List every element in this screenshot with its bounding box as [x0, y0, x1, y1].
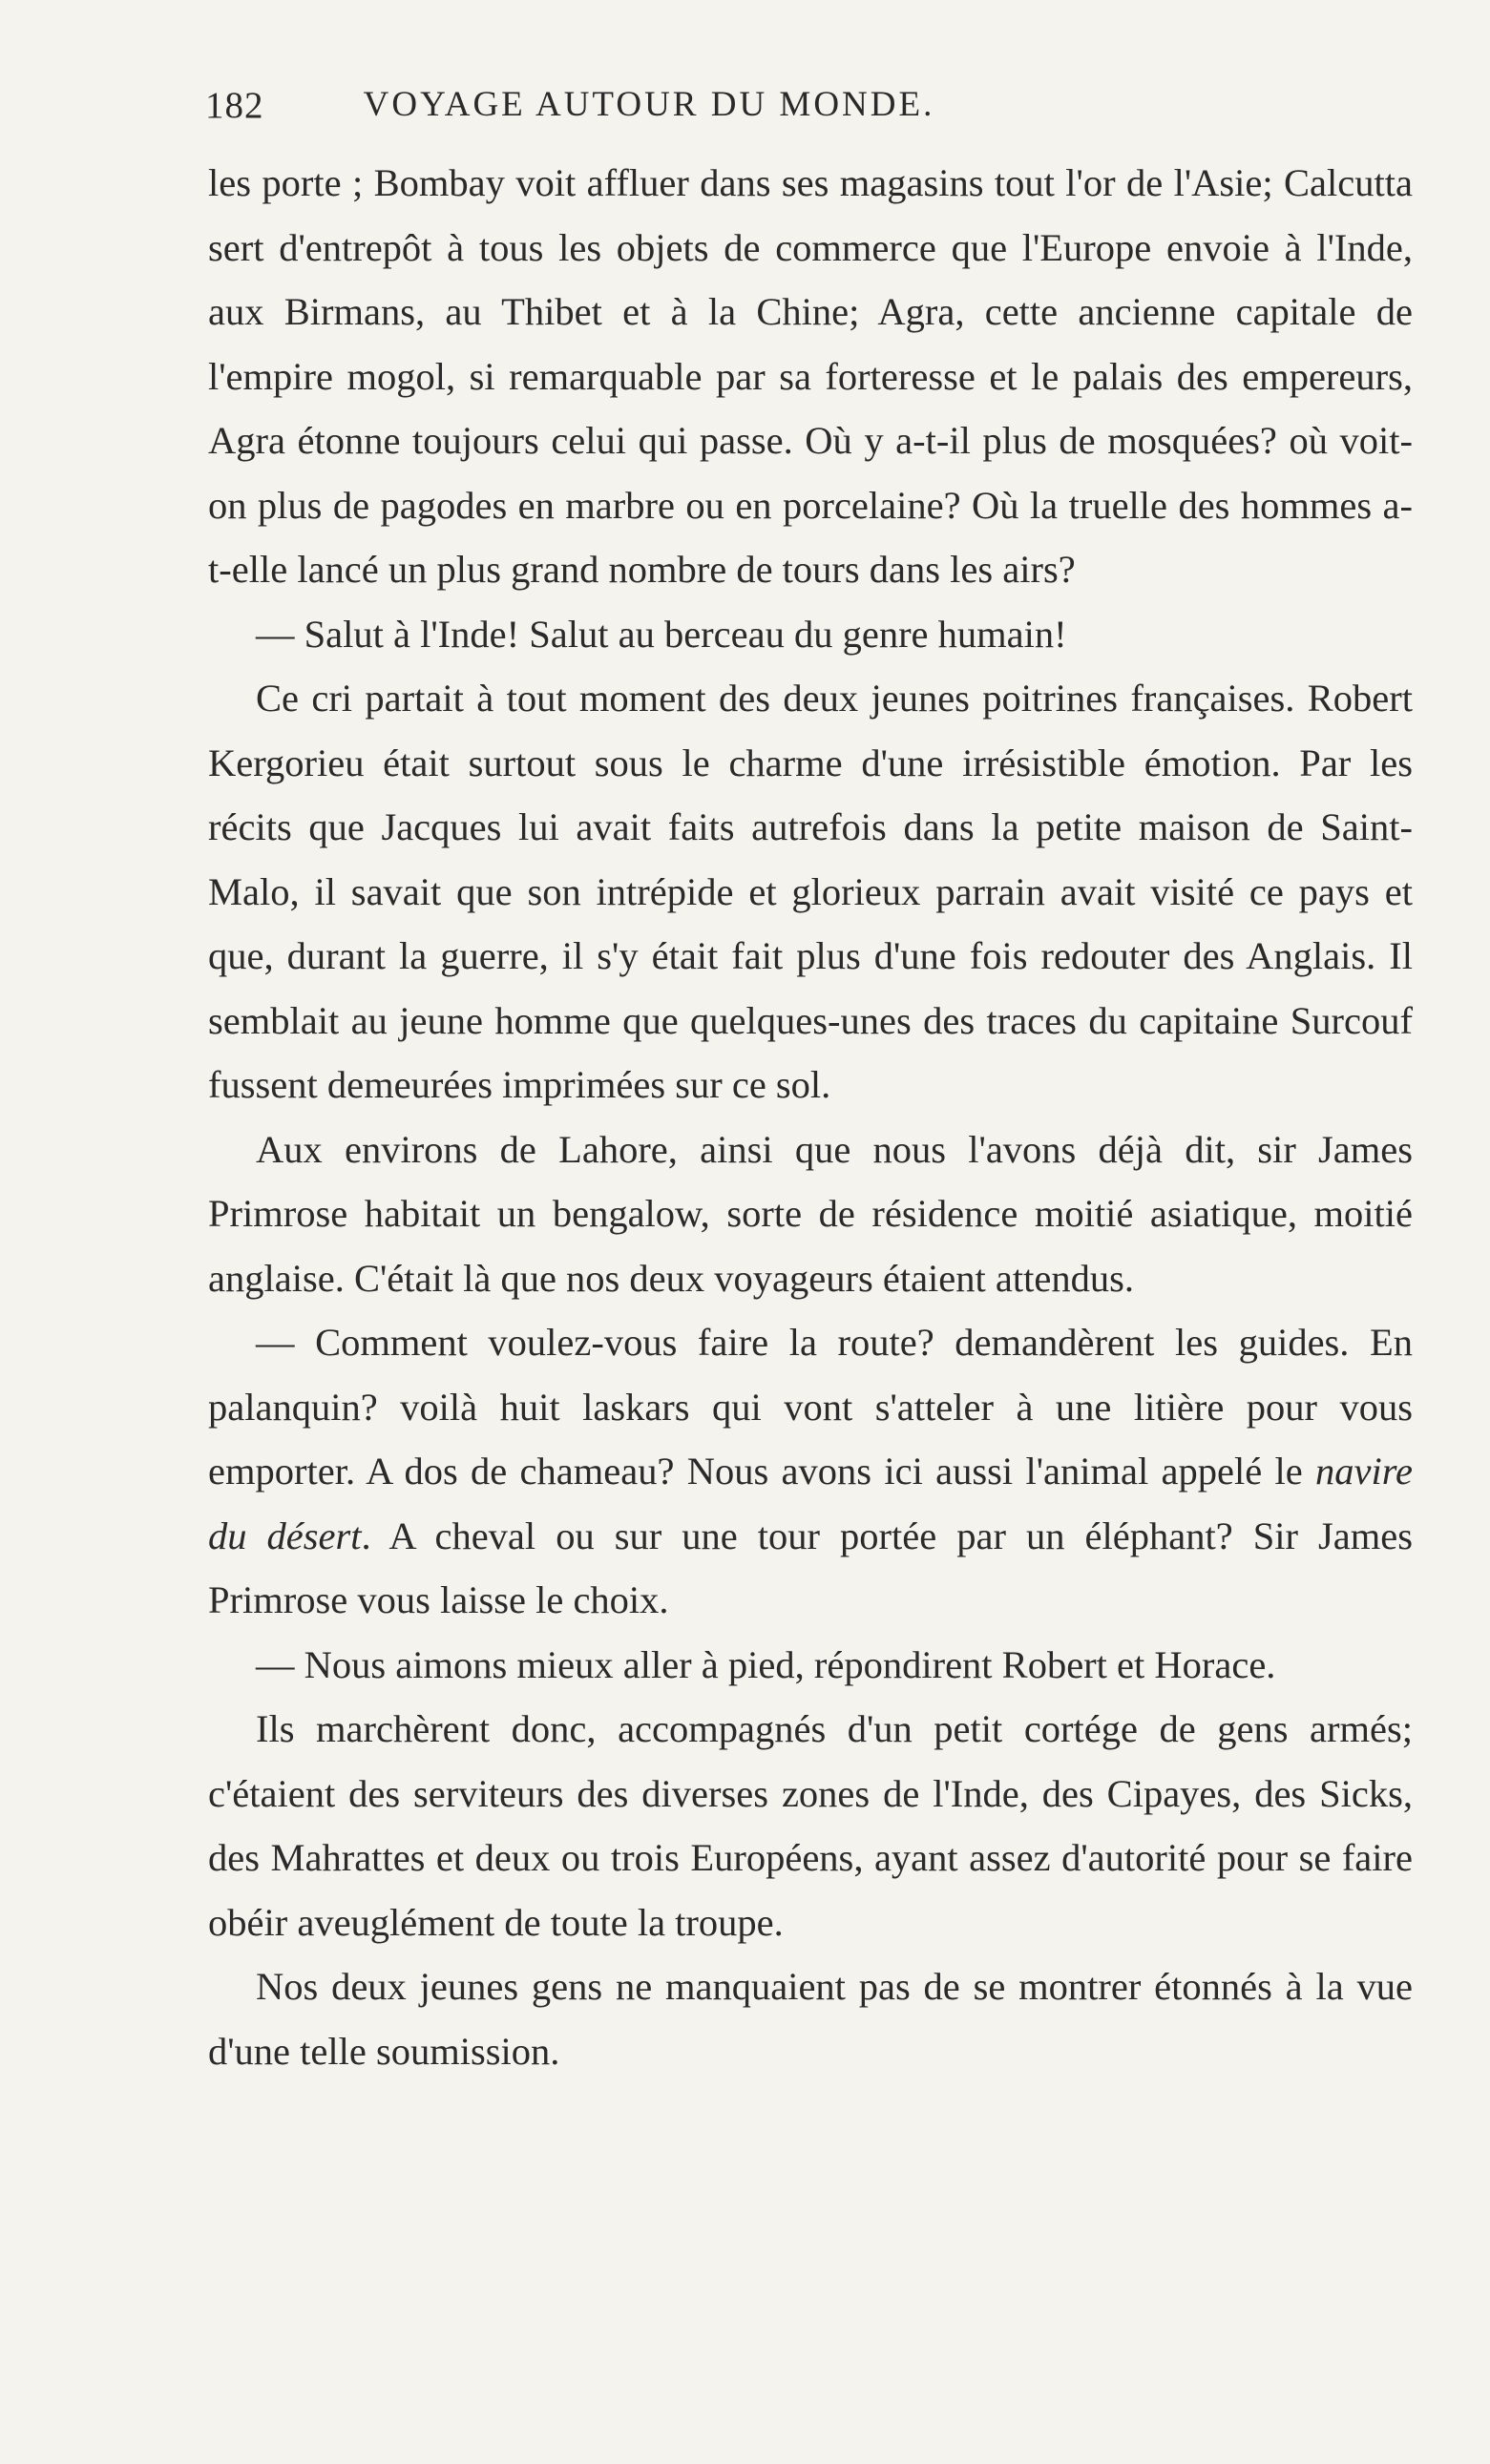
paragraph-5 — [208, 1310, 1413, 1633]
paragraph-8: Nos deux jeunes gens ne manquaient pas de se montrer étonnés à la vue d'une telle soumission. — [208, 1965, 1413, 2073]
paragraph-1: les porte ; Bombay voit affluer dans ses magasins tout l'or de l'Asie; Calcutta sert d'entrepôt à tous les objets de commerce que l'Europe envoie à l'Inde, aux Birmans, au Thibet et à la Chine; Agra, cette ancienne capitale de l'empire mogol, si remarquable par sa forteresse et le palais des empereurs, Agra étonne toujours celui qui passe. Où y a-t-il plus de mosquées? où voit-on plus de pagodes en marbre ou en porcelaine? Où la truelle des hommes a-t-elle lancé un plus grand nombre de tours dans les airs? — [208, 161, 1413, 591]
running-title: VOYAGE AUTOUR DU MONDE. — [363, 85, 935, 124]
paragraph-2: — Salut à l'Inde! Salut au berceau du genre humain! — [256, 612, 1067, 656]
paragraph-5-before: — Comment voulez-vous faire la route? demandèrent les guides. En palanquin? voilà huit laskars qui vont s'atteler à une litière pour vous emporter. A dos de chameau? Nous avons ici aussi l'animal appelé le — [208, 1321, 1413, 1493]
page-header — [205, 84, 1093, 132]
paragraph-7: Ils marchèrent donc, accompagnés d'un petit cortége de gens armés; c'étaient des serviteurs des diverses zones de l'Inde, des Cipayes, des Sicks, des Mahrattes et deux ou trois Européens, ayant assez d'autorité pour se faire obéir aveuglément de toute la troupe. — [208, 1707, 1413, 1944]
body-text — [208, 151, 1413, 2083]
paragraph-6: — Nous aimons mieux aller à pied, répondirent Robert et Horace. — [256, 1642, 1276, 1686]
paragraph-5-italic: navire du désert — [208, 1450, 1413, 1557]
page-number: 182 — [205, 85, 264, 126]
paragraph-3: Ce cri partait à tout moment des deux jeunes poitrines françaises. Robert Kergorieu était surtout sous le charme d'une irrésistible émotion. Par les récits que Jacques lui avait faits autrefois dans la petite maison de Saint-Malo, il savait que son intrépide et glorieux parrain avait visité ce pays et que, durant la guerre, il s'y était fait plus d'une fois redouter des Anglais. Il semblait au jeune homme que quelques-unes des traces du capitaine Surcouf fussent demeurées imprimées sur ce sol. — [208, 677, 1413, 1106]
paragraph-4: Aux environs de Lahore, ainsi que nous l'avons déjà dit, sir James Primrose habitait un bengalow, sorte de résidence moitié asiatique, moitié anglaise. C'était là que nos deux voyageurs étaient attendus. — [208, 1127, 1413, 1300]
paragraph-5-after: . A cheval ou sur une tour portée par un éléphant? Sir James Primrose vous laisse le choix. — [208, 1514, 1413, 1621]
